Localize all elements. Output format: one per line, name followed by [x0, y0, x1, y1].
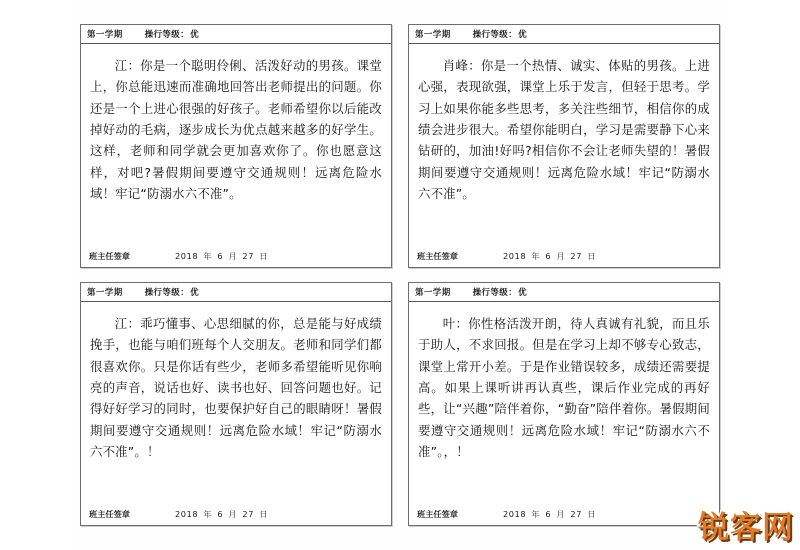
panel-conduct-grade-value: 优: [190, 30, 200, 40]
page-margin-right: [724, 0, 800, 550]
date-year: 2018: [174, 251, 199, 261]
teacher-signature-label: 班主任签章: [417, 251, 458, 261]
date-month-unit: 月: [228, 251, 238, 261]
date-day-unit: 日: [259, 251, 269, 261]
report-card-panel: [80, 282, 392, 526]
teacher-signature-label: 班主任签章: [417, 509, 458, 519]
report-card-panel-grid: [80, 24, 720, 526]
panel-comment-text: 肖峰：你是一个热情、诚实、体贴的男孩。上进心强，表现欲强，课堂上乐于发言，但轻于思考。学习上如果你能多些思考，多关注些细节，相信你的成绩会进步很大。希望你能明白，学习是需要静下心来钻研的，加油!好吗?相信你不会让老师失望的！暑假期间要遵守交通规则！远离危险水域！牢记“防溺水六不准”。: [418, 58, 710, 201]
date-day: 27: [570, 251, 583, 261]
panel-conduct-grade-value: 优: [518, 288, 528, 298]
panel-conduct-grade-label: 操行等级：: [144, 288, 190, 298]
report-card-panel: [408, 282, 720, 526]
teacher-signature-label: 班主任签章: [89, 509, 130, 519]
panel-conduct-grade-label: 操行等级：: [472, 288, 518, 298]
panel-header: [81, 25, 391, 44]
date-year-unit: 年: [203, 251, 213, 261]
date-day: 27: [242, 251, 255, 261]
panel-conduct-grade-value: 优: [190, 288, 200, 298]
date-month: 6: [217, 509, 224, 519]
panel-header: [409, 25, 719, 44]
panel-date: [174, 251, 269, 262]
panel-comment-text: 江：你是一个聪明伶俐、活泼好动的男孩。课堂上，你总能迅速而准确地回答出老师提出的问题。你还是一个上进心很强的好孩子。老师希望你以后能改掉好动的毛病，逐步成长为优点越来越多的好学生。这样，老师和同学就会更加喜欢你了。你也愿意这样，对吧?暑假期间要遵守交通规则！远离危险水域！牢记“防溺水六不准”。: [90, 58, 382, 201]
panel-conduct-grade-value: 优: [518, 30, 528, 40]
date-month-unit: 月: [556, 509, 566, 519]
panel-term-label: 第一学期: [87, 30, 123, 40]
date-month: 6: [545, 251, 552, 261]
date-day-unit: 日: [259, 509, 269, 519]
date-month-unit: 月: [228, 509, 238, 519]
date-day-unit: 日: [587, 509, 597, 519]
date-year-unit: 年: [531, 251, 541, 261]
page-margin-left: [0, 0, 78, 550]
panel-footer: [81, 251, 391, 267]
site-watermark: 锐客网: [698, 510, 794, 546]
panel-term-label: 第一学期: [415, 288, 451, 298]
panel-footer: [409, 251, 719, 267]
date-year-unit: 年: [531, 509, 541, 519]
date-day-unit: 日: [587, 251, 597, 261]
panel-date: [174, 509, 269, 520]
report-card-panel: [408, 24, 720, 268]
date-day: 27: [242, 509, 255, 519]
panel-comment-text: 江：乖巧懂事、心思细腻的你，总是能与好成绩挽手，也能与咱们班每个人交朋友。老师和同学们都很喜欢你。只是你话有些少，老师多希望能听见你响亮的声音，说话也好、读书也好、回答问题也好。记得好好学习的同时，也要保护好自己的眼睛呀！暑假期间要遵守交通规则！远离危险水域！牢记“防溺水六不准”。！: [90, 316, 382, 459]
panel-term-label: 第一学期: [415, 30, 451, 40]
date-year-unit: 年: [203, 509, 213, 519]
date-year: 2018: [502, 251, 527, 261]
panel-date: [502, 509, 597, 520]
panel-footer: [81, 509, 391, 525]
report-card-panel: [80, 24, 392, 268]
date-month: 6: [545, 509, 552, 519]
date-month-unit: 月: [556, 251, 566, 261]
date-day: 27: [570, 509, 583, 519]
panel-comment-text: 叶：你性格活泼开朗，待人真诚有礼貌，而且乐于助人，不求回报。但是在学习上却不够专心致志，课堂上常开小差。于是作业错误较多，成绩还需要提高。如果上课听讲再认真些，课后作业完成的再好些，让“兴趣”陪伴着你，“勤奋”陪伴着你。暑假期间要遵守交通规则！远离危险水域！牢记“防溺水六不准”。，！: [418, 316, 710, 459]
panel-conduct-grade-label: 操行等级：: [144, 30, 190, 40]
panel-header: [409, 283, 719, 302]
panel-conduct-grade-label: 操行等级：: [472, 30, 518, 40]
panel-header: [81, 283, 391, 302]
date-year: 2018: [502, 509, 527, 519]
panel-term-label: 第一学期: [87, 288, 123, 298]
panel-footer: [409, 509, 719, 525]
date-month: 6: [217, 251, 224, 261]
panel-date: [502, 251, 597, 262]
teacher-signature-label: 班主任签章: [89, 251, 130, 261]
date-year: 2018: [174, 509, 199, 519]
